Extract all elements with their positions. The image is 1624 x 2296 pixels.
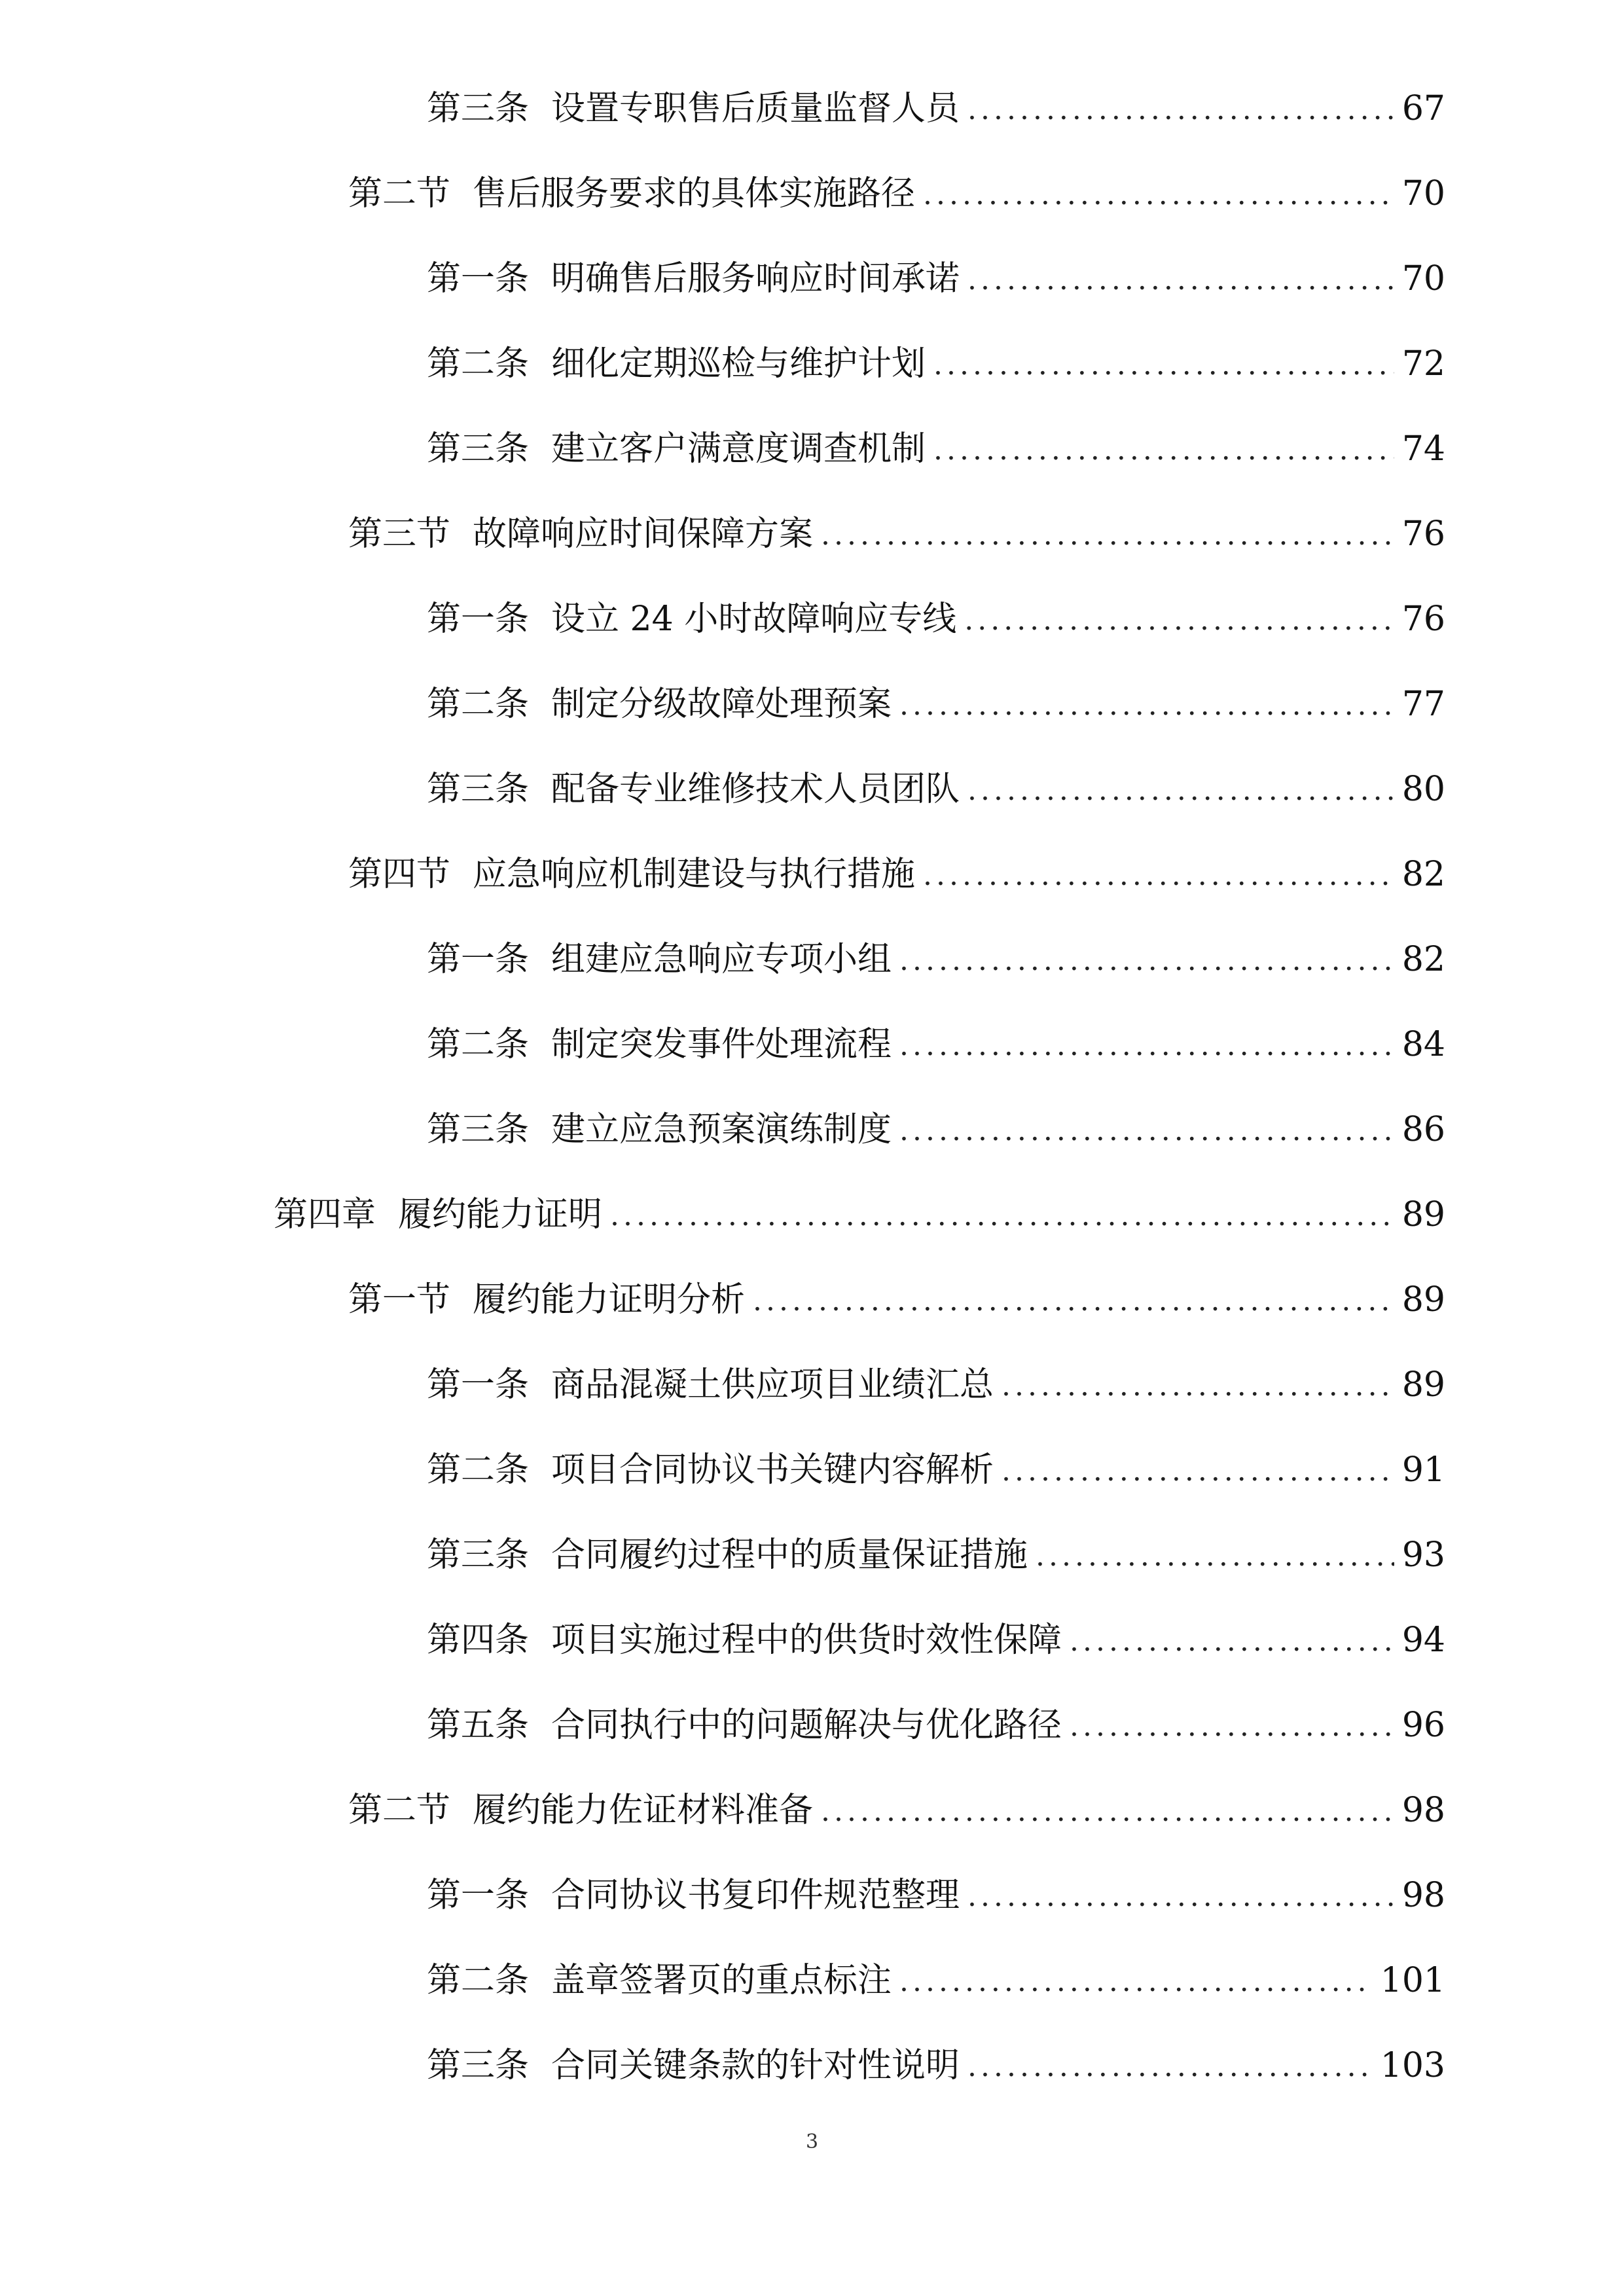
toc-entry-page: 77 — [1401, 685, 1445, 724]
toc-entry-label: 第一条 — [427, 259, 530, 298]
toc-entry[interactable] — [427, 416, 1445, 482]
toc-entry-label: 第三条 — [427, 89, 530, 128]
toc-entry-label: 第一条 — [427, 940, 530, 979]
toc-entry-label: 第二条 — [427, 1450, 530, 1490]
dot-leader — [1070, 1627, 1394, 1673]
dot-leader — [967, 2053, 1373, 2098]
toc-entry-title: 制定分级故障处理预案 — [551, 685, 892, 724]
toc-entry[interactable] — [348, 1267, 1445, 1333]
toc-entry-title: 商品混凝土供应项目业绩汇总 — [551, 1365, 994, 1405]
toc-entry-page: 76 — [1401, 600, 1445, 639]
dot-leader — [899, 691, 1394, 737]
dot-leader — [1001, 1372, 1394, 1418]
toc-entry-label: 第三条 — [427, 2046, 530, 2085]
dot-leader — [821, 521, 1394, 567]
toc-entry-page: 86 — [1401, 1110, 1445, 1149]
toc-entry-label: 第二条 — [427, 1961, 530, 2000]
toc-entry-page: 82 — [1401, 855, 1445, 894]
toc-entry-label: 第二条 — [427, 1025, 530, 1064]
toc-entry-label: 第二条 — [427, 685, 530, 724]
toc-entry-page: 84 — [1401, 1025, 1445, 1064]
toc-entry[interactable] — [348, 1778, 1445, 1843]
dot-leader — [967, 776, 1394, 822]
toc-entry[interactable] — [427, 2033, 1445, 2098]
dot-leader — [1001, 1457, 1394, 1503]
toc-entry-label: 第三条 — [427, 1110, 530, 1149]
toc-entry-label: 第三条 — [427, 1535, 530, 1575]
toc-entry-label: 第五条 — [427, 1706, 530, 1745]
toc-entry-label: 第一节 — [348, 1280, 451, 1319]
toc-entry-page: 89 — [1401, 1365, 1445, 1405]
toc-entry-page: 89 — [1401, 1280, 1445, 1319]
toc-entry[interactable] — [427, 927, 1445, 992]
dot-leader — [753, 1287, 1394, 1333]
toc-entry-page: 91 — [1401, 1450, 1445, 1490]
toc-entry-page: 101 — [1380, 1961, 1445, 2000]
toc-entry-title: 配备专业维修技术人员团队 — [551, 770, 960, 809]
dot-leader — [933, 351, 1394, 397]
toc-entry[interactable] — [427, 1693, 1445, 1758]
toc-entry-title: 合同履约过程中的质量保证措施 — [551, 1535, 1028, 1575]
dot-leader — [899, 1031, 1394, 1077]
toc-entry-label: 第三条 — [427, 770, 530, 809]
toc-entry-label: 第一条 — [427, 1876, 530, 1915]
toc-entry[interactable] — [427, 1607, 1445, 1673]
toc-entry-title: 建立应急预案演练制度 — [551, 1110, 892, 1149]
dot-leader — [964, 606, 1394, 652]
toc-entry-title: 履约能力证明分析 — [473, 1280, 746, 1319]
toc-entry[interactable] — [427, 76, 1445, 141]
toc-entry[interactable] — [427, 586, 1445, 652]
toc-entry-label: 第二条 — [427, 344, 530, 384]
toc-entry[interactable] — [427, 757, 1445, 822]
toc-entry-page: 70 — [1401, 259, 1445, 298]
dot-leader — [967, 1882, 1394, 1928]
dot-leader — [899, 1967, 1373, 2013]
toc-entry[interactable] — [427, 1522, 1445, 1588]
toc-entry[interactable] — [427, 1863, 1445, 1928]
toc-entry-title: 明确售后服务响应时间承诺 — [551, 259, 960, 298]
toc-entry-label: 第一条 — [427, 1365, 530, 1405]
toc-entry-page: 67 — [1401, 89, 1445, 128]
toc-entry-title: 建立客户满意度调查机制 — [551, 429, 926, 469]
dot-leader — [933, 436, 1394, 482]
toc-entry-title: 应急响应机制建设与执行措施 — [473, 855, 916, 894]
page-number: 3 — [805, 2130, 819, 2153]
dot-leader — [967, 96, 1394, 141]
toc-entry-label: 第四条 — [427, 1621, 530, 1660]
toc-entry-label: 第二节 — [348, 174, 451, 213]
dot-leader — [899, 946, 1394, 992]
toc-entry[interactable] — [427, 246, 1445, 312]
toc-entry-title: 履约能力佐证材料准备 — [473, 1791, 814, 1830]
toc-entry-title: 细化定期巡检与维护计划 — [551, 344, 926, 384]
toc-entry[interactable] — [427, 331, 1445, 397]
toc-entry-page: 103 — [1380, 2046, 1445, 2085]
dot-leader — [899, 1117, 1394, 1162]
toc-entry[interactable] — [427, 1097, 1445, 1162]
toc-entry-title: 组建应急响应专项小组 — [551, 940, 892, 979]
toc-entry-page: 82 — [1401, 940, 1445, 979]
dot-leader — [967, 266, 1394, 312]
toc-entry-title: 合同协议书复印件规范整理 — [551, 1876, 960, 1915]
toc-entry-label: 第四节 — [348, 855, 451, 894]
toc-entry-label: 第三条 — [427, 429, 530, 469]
toc-entry-page: 74 — [1401, 429, 1445, 469]
dot-leader — [923, 181, 1394, 226]
toc-entry-page: 93 — [1401, 1535, 1445, 1575]
toc-entry[interactable] — [427, 1352, 1445, 1418]
toc-entry-title: 项目合同协议书关键内容解析 — [551, 1450, 994, 1490]
toc-entry-page: 89 — [1401, 1195, 1445, 1234]
dot-leader — [1070, 1712, 1394, 1758]
toc-entry[interactable] — [274, 1182, 1445, 1247]
toc-entry-label: 第二节 — [348, 1791, 451, 1830]
toc-entry-page: 80 — [1401, 770, 1445, 809]
toc-entry[interactable] — [348, 501, 1445, 567]
toc-entry[interactable] — [427, 672, 1445, 737]
toc-entry[interactable] — [348, 161, 1445, 226]
toc-entry[interactable] — [427, 1012, 1445, 1077]
toc-entry-page: 76 — [1401, 514, 1445, 554]
toc-entry-page: 96 — [1401, 1706, 1445, 1745]
toc-entry-title: 盖章签署页的重点标注 — [551, 1961, 892, 2000]
toc-entry-title: 制定突发事件处理流程 — [551, 1025, 892, 1064]
toc-entry-label: 第一条 — [427, 600, 530, 639]
toc-entry-title: 项目实施过程中的供货时效性保障 — [551, 1621, 1062, 1660]
dot-leader — [923, 861, 1394, 907]
toc-entry-page: 98 — [1401, 1876, 1445, 1915]
dot-leader — [821, 1797, 1394, 1843]
toc-entry-title: 设置专职售后质量监督人员 — [551, 89, 960, 128]
dot-leader — [1036, 1542, 1394, 1588]
toc-entry-page: 72 — [1401, 344, 1445, 384]
toc-entry-page: 98 — [1401, 1791, 1445, 1830]
toc-entry-label: 第四章 — [274, 1195, 376, 1234]
toc-entry-title: 故障响应时间保障方案 — [473, 514, 814, 554]
toc-entry-title: 合同关键条款的针对性说明 — [551, 2046, 960, 2085]
toc-entry-title: 履约能力证明 — [398, 1195, 603, 1234]
toc-entry[interactable] — [427, 1948, 1445, 2013]
toc-entry-title: 合同执行中的问题解决与优化路径 — [551, 1706, 1062, 1745]
toc-entry-page: 70 — [1401, 174, 1445, 213]
toc-entry[interactable] — [427, 1437, 1445, 1503]
toc-entry[interactable] — [348, 842, 1445, 907]
toc-entry-label: 第三节 — [348, 514, 451, 554]
toc-entry-title: 售后服务要求的具体实施路径 — [473, 174, 916, 213]
toc-entry-page: 94 — [1401, 1621, 1445, 1660]
toc-entry-title: 设立 24 小时故障响应专线 — [551, 600, 957, 639]
dot-leader — [610, 1202, 1394, 1247]
